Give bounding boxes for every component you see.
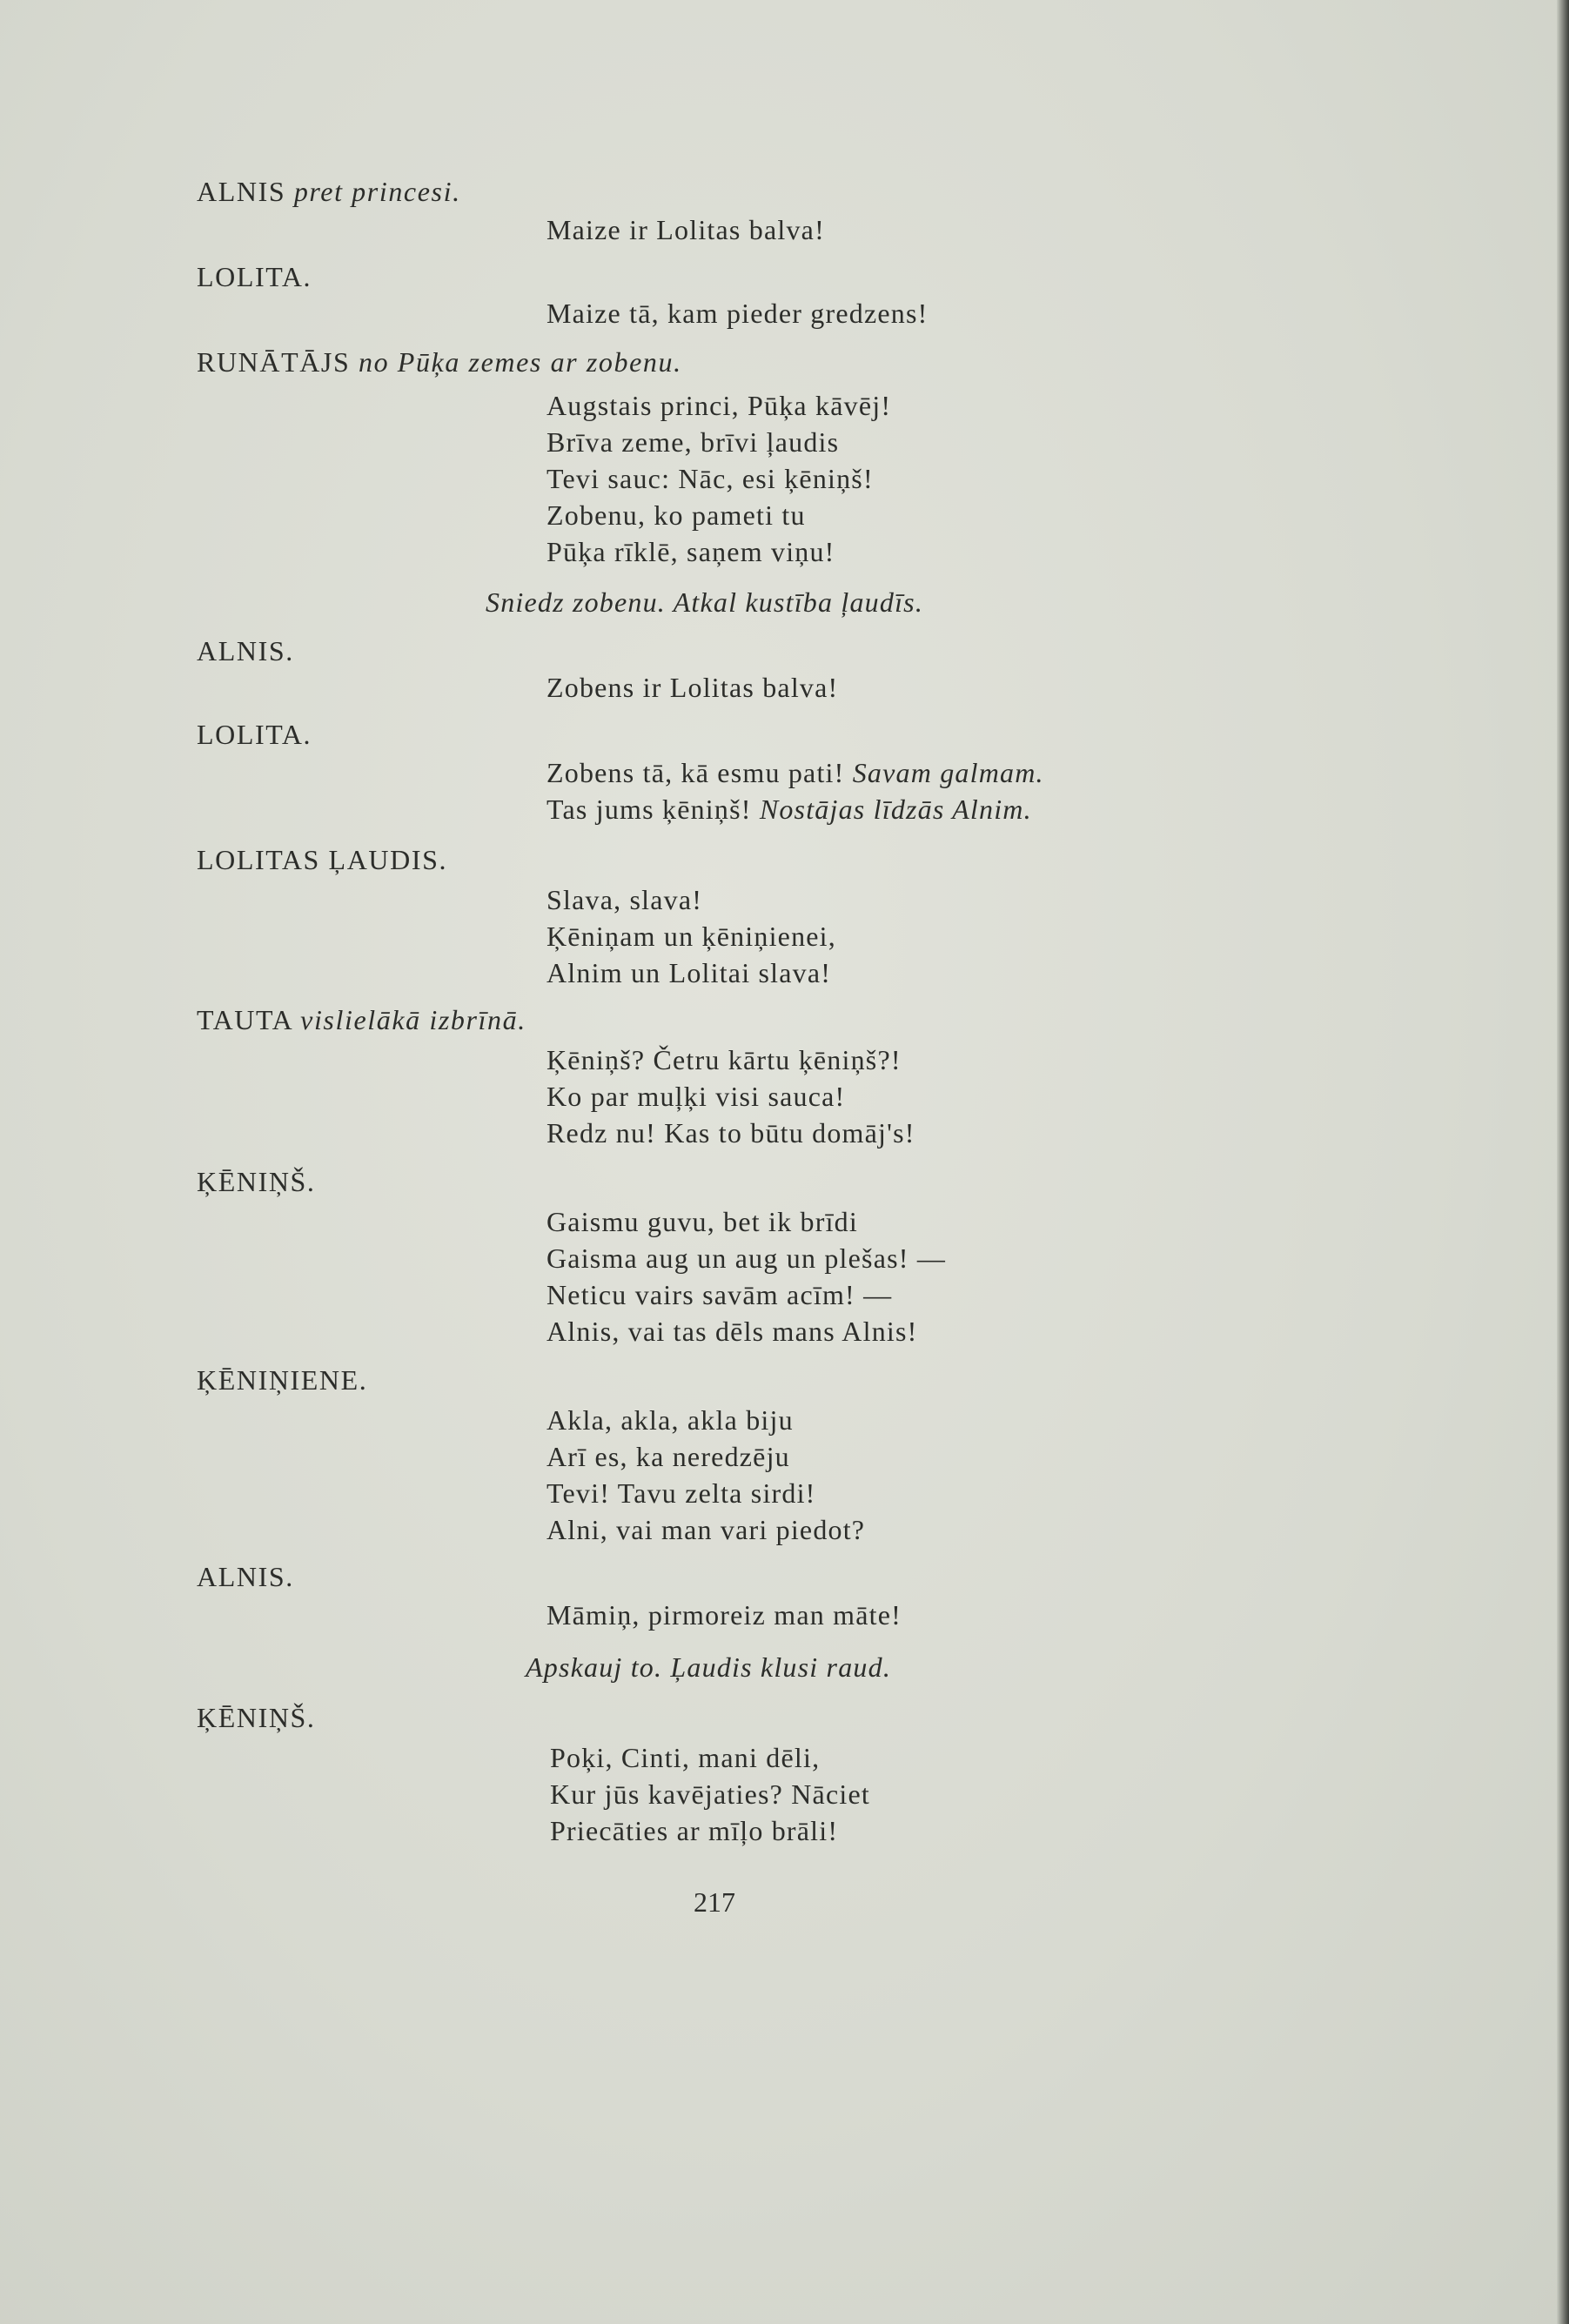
speaker-direction: pret princesi. [293,176,461,207]
page-edge-shadow [1557,0,1569,2324]
verse-line: Akla, akla, akla biju [546,1404,794,1436]
speaker-line: ĶĒNIŅŠ. [197,1702,316,1733]
verse-line: Tevi sauc: Nāc, esi ķēniņš! [546,463,874,494]
verse-line: Tevi! Tavu zelta sirdi! [546,1477,816,1509]
verse-line: Maize tā, kam pieder gredzens! [546,298,929,329]
speaker-direction: no Pūķa zemes ar zobenu. [359,346,682,378]
verse-line [546,792,1032,827]
verse-line: Pūķa rīklē, saņem viņu! [546,536,835,567]
verse-line: Gaisma aug un aug un plešas! — [546,1242,947,1274]
speaker-line: LOLITAS ĻAUDIS. [197,844,448,875]
verse-line: Ko par muļķi visi sauca! [546,1081,846,1112]
speaker-line: LOLITA. [197,719,312,750]
verse-line: Alnim un Lolitai slava! [546,957,832,988]
verse-line: Poķi, Cinti, mani dēli, [550,1742,821,1773]
verse-line: Neticu vairs savām acīm! — [546,1279,893,1310]
speaker-line: ĶĒNIŅŠ. [197,1166,316,1197]
verse-line: Ķēniņš? Četru kārtu ķēniņš?! [546,1044,902,1075]
verse-line: Zobenu, ko pameti tu [546,499,806,531]
stage-direction: Apskauj to. Ļaudis klusi raud. [526,1651,892,1683]
page-number: 217 [694,1886,735,1918]
speaker-line [197,345,682,379]
verse-line: Arī es, ka neredzēju [546,1441,790,1472]
verse-line [546,755,1044,790]
speaker-name: ALNIS [197,176,286,207]
speaker-line: LOLITA. [197,261,312,292]
speaker-name: TAUTA [197,1004,292,1035]
verse-line: Māmiņ, pirmoreiz man māte! [546,1599,902,1631]
verse-line: Maize ir Lolitas balva! [546,214,825,245]
speaker-name: RUNĀTĀJS [197,346,351,378]
inline-direction: Nostājas līdzās Alnim. [759,794,1032,825]
verse-line: Zobens ir Lolitas balva! [546,672,839,703]
verse-line: Brīva zeme, brīvi ļaudis [546,426,840,458]
verse-text: Zobens tā, kā esmu pati! [546,757,845,788]
verse-line: Redz nu! Kas to būtu domāj's! [546,1117,915,1149]
verse-text: Tas jums ķēniņš! [546,794,752,825]
verse-line: Kur jūs kavējaties? Nāciet [550,1778,870,1810]
speaker-line: ALNIS. [197,635,294,666]
speaker-direction: vislielākā izbrīnā. [300,1004,526,1035]
verse-line: Augstais princi, Pūķa kāvēj! [546,390,892,421]
speaker-line: ALNIS. [197,1561,294,1592]
verse-line: Gaismu guvu, bet ik brīdi [546,1206,858,1237]
verse-line: Alnis, vai tas dēls mans Alnis! [546,1316,918,1347]
verse-line: Slava, slava! [546,884,703,915]
verse-line: Ķēniņam un ķēniņienei, [546,921,836,952]
speaker-line [197,1002,526,1037]
verse-line: Priecāties ar mīļo brāli! [550,1815,839,1846]
verse-line: Alni, vai man vari piedot? [546,1514,866,1545]
inline-direction: Savam galmam. [852,757,1044,788]
speaker-line [197,174,461,209]
speaker-line: ĶĒNIŅIENE. [197,1364,368,1396]
stage-direction: Sniedz zobenu. Atkal kustība ļaudīs. [486,586,924,618]
